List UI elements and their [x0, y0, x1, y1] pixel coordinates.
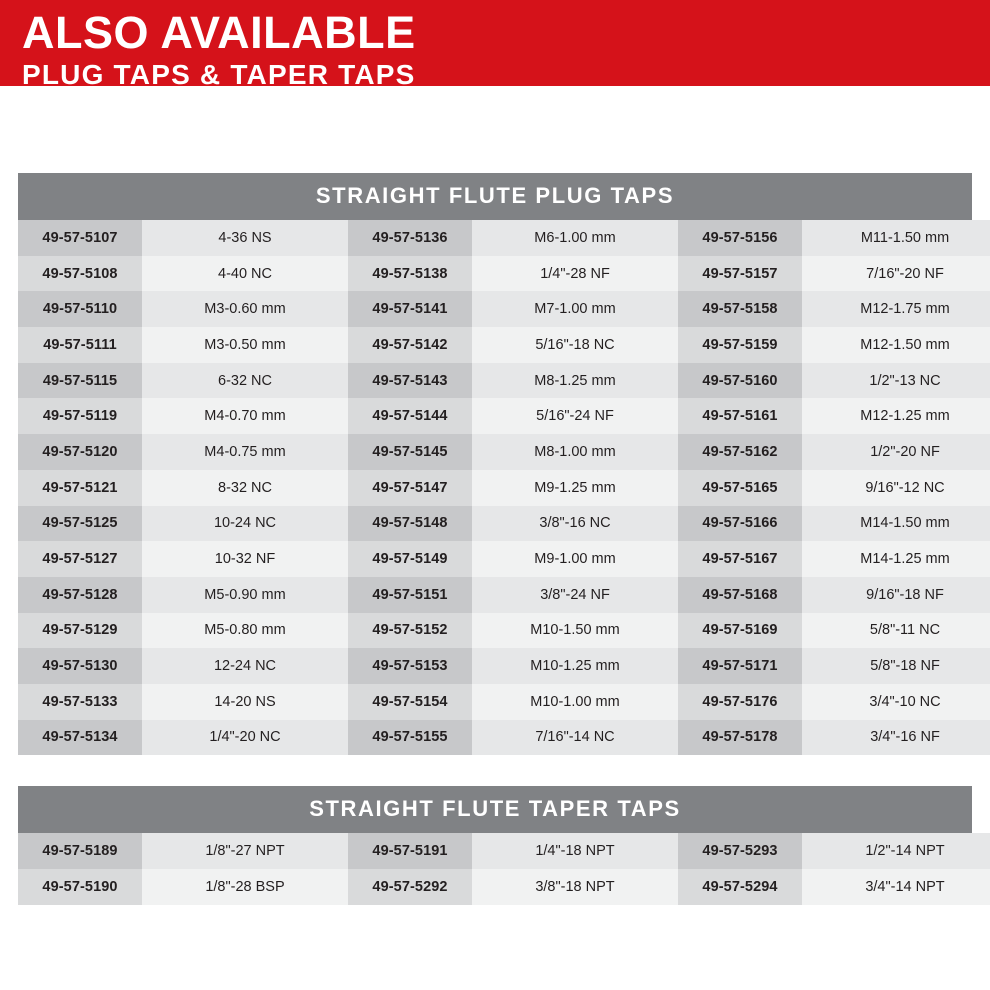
part-number-cell: 49-57-5178 [678, 720, 802, 756]
thread-size-cell: 12-24 NC [142, 648, 348, 684]
thread-size-cell: M9-1.00 mm [472, 541, 678, 577]
thread-size-cell: M14-1.25 mm [802, 541, 990, 577]
part-number-cell: 49-57-5125 [18, 506, 142, 542]
part-number-cell: 49-57-5151 [348, 577, 472, 613]
part-number-cell: 49-57-5143 [348, 363, 472, 399]
taper-taps-table [18, 833, 990, 904]
thread-size-cell: 10-32 NF [142, 541, 348, 577]
thread-size-cell: M11-1.50 mm [802, 220, 990, 256]
table-row [18, 541, 990, 577]
table-row [18, 256, 990, 292]
plug-taps-table-header: STRAIGHT FLUTE PLUG TAPS [18, 173, 972, 220]
thread-size-cell: M6-1.00 mm [472, 220, 678, 256]
part-number-cell: 49-57-5119 [18, 398, 142, 434]
part-number-cell: 49-57-5145 [348, 434, 472, 470]
table-row [18, 398, 990, 434]
thread-size-cell: 7/16"-14 NC [472, 720, 678, 756]
part-number-cell: 49-57-5138 [348, 256, 472, 292]
table-row [18, 869, 990, 905]
part-number-cell: 49-57-5159 [678, 327, 802, 363]
thread-size-cell: 3/4"-10 NC [802, 684, 990, 720]
part-number-cell: 49-57-5153 [348, 648, 472, 684]
part-number-cell: 49-57-5292 [348, 869, 472, 905]
thread-size-cell: M4-0.75 mm [142, 434, 348, 470]
part-number-cell: 49-57-5293 [678, 833, 802, 869]
part-number-cell: 49-57-5148 [348, 506, 472, 542]
thread-size-cell: M5-0.80 mm [142, 613, 348, 649]
part-number-cell: 49-57-5161 [678, 398, 802, 434]
thread-size-cell: M4-0.70 mm [142, 398, 348, 434]
thread-size-cell: 5/8"-18 NF [802, 648, 990, 684]
thread-size-cell: 1/4"-20 NC [142, 720, 348, 756]
page-title: ALSO AVAILABLE [22, 7, 416, 58]
thread-size-cell: M10-1.50 mm [472, 613, 678, 649]
thread-size-cell: 5/8"-11 NC [802, 613, 990, 649]
part-number-cell: 49-57-5141 [348, 291, 472, 327]
part-number-cell: 49-57-5136 [348, 220, 472, 256]
part-number-cell: 49-57-5167 [678, 541, 802, 577]
thread-size-cell: 5/16"-24 NF [472, 398, 678, 434]
part-number-cell: 49-57-5169 [678, 613, 802, 649]
part-number-cell: 49-57-5115 [18, 363, 142, 399]
table-row [18, 291, 990, 327]
thread-size-cell: M12-1.25 mm [802, 398, 990, 434]
plug-taps-section [18, 173, 972, 755]
thread-size-cell: 3/8"-18 NPT [472, 869, 678, 905]
thread-size-cell: M3-0.50 mm [142, 327, 348, 363]
table-row [18, 470, 990, 506]
table-row [18, 648, 990, 684]
page-subtitle: PLUG TAPS & TAPER TAPS [22, 58, 416, 90]
thread-size-cell: M8-1.25 mm [472, 363, 678, 399]
part-number-cell: 49-57-5168 [678, 577, 802, 613]
thread-size-cell: 1/4"-18 NPT [472, 833, 678, 869]
thread-size-cell: 1/2"-13 NC [802, 363, 990, 399]
part-number-cell: 49-57-5142 [348, 327, 472, 363]
table-row [18, 363, 990, 399]
thread-size-cell: 1/8"-27 NPT [142, 833, 348, 869]
part-number-cell: 49-57-5149 [348, 541, 472, 577]
thread-size-cell: 4-40 NC [142, 256, 348, 292]
part-number-cell: 49-57-5166 [678, 506, 802, 542]
thread-size-cell: M12-1.50 mm [802, 327, 990, 363]
part-number-cell: 49-57-5190 [18, 869, 142, 905]
table-row [18, 327, 990, 363]
thread-size-cell: M7-1.00 mm [472, 291, 678, 327]
thread-size-cell: 8-32 NC [142, 470, 348, 506]
thread-size-cell: M9-1.25 mm [472, 470, 678, 506]
part-number-cell: 49-57-5157 [678, 256, 802, 292]
thread-size-cell: 9/16"-12 NC [802, 470, 990, 506]
header-banner [0, 0, 990, 90]
thread-size-cell: 4-36 NS [142, 220, 348, 256]
table-row [18, 684, 990, 720]
part-number-cell: 49-57-5176 [678, 684, 802, 720]
part-number-cell: 49-57-5160 [678, 363, 802, 399]
thread-size-cell: 5/16"-18 NC [472, 327, 678, 363]
thread-size-cell: M10-1.25 mm [472, 648, 678, 684]
taper-taps-table-body [18, 833, 990, 904]
thread-size-cell: M10-1.00 mm [472, 684, 678, 720]
thread-size-cell: 6-32 NC [142, 363, 348, 399]
thread-size-cell: 9/16"-18 NF [802, 577, 990, 613]
table-row [18, 577, 990, 613]
thread-size-cell: 14-20 NS [142, 684, 348, 720]
table-row [18, 220, 990, 256]
part-number-cell: 49-57-5127 [18, 541, 142, 577]
thread-size-cell: M8-1.00 mm [472, 434, 678, 470]
thread-size-cell: 1/8"-28 BSP [142, 869, 348, 905]
thread-size-cell: 3/8"-24 NF [472, 577, 678, 613]
part-number-cell: 49-57-5108 [18, 256, 142, 292]
part-number-cell: 49-57-5120 [18, 434, 142, 470]
taper-taps-table-header: STRAIGHT FLUTE TAPER TAPS [18, 786, 972, 833]
table-row [18, 613, 990, 649]
part-number-cell: 49-57-5111 [18, 327, 142, 363]
part-number-cell: 49-57-5128 [18, 577, 142, 613]
thread-size-cell: M12-1.75 mm [802, 291, 990, 327]
thread-size-cell: M5-0.90 mm [142, 577, 348, 613]
part-number-cell: 49-57-5152 [348, 613, 472, 649]
part-number-cell: 49-57-5158 [678, 291, 802, 327]
thread-size-cell: 3/4"-14 NPT [802, 869, 990, 905]
part-number-cell: 49-57-5107 [18, 220, 142, 256]
thread-size-cell: 3/8"-16 NC [472, 506, 678, 542]
part-number-cell: 49-57-5134 [18, 720, 142, 756]
part-number-cell: 49-57-5129 [18, 613, 142, 649]
plug-taps-table [18, 220, 990, 755]
part-number-cell: 49-57-5147 [348, 470, 472, 506]
thread-size-cell: M14-1.50 mm [802, 506, 990, 542]
part-number-cell: 49-57-5171 [678, 648, 802, 684]
part-number-cell: 49-57-5189 [18, 833, 142, 869]
table-row [18, 506, 990, 542]
thread-size-cell: 10-24 NC [142, 506, 348, 542]
thread-size-cell: 3/4"-16 NF [802, 720, 990, 756]
part-number-cell: 49-57-5162 [678, 434, 802, 470]
taper-taps-section [18, 786, 972, 904]
part-number-cell: 49-57-5165 [678, 470, 802, 506]
part-number-cell: 49-57-5144 [348, 398, 472, 434]
part-number-cell: 49-57-5130 [18, 648, 142, 684]
thread-size-cell: M3-0.60 mm [142, 291, 348, 327]
thread-size-cell: 1/4"-28 NF [472, 256, 678, 292]
part-number-cell: 49-57-5133 [18, 684, 142, 720]
part-number-cell: 49-57-5294 [678, 869, 802, 905]
thread-size-cell: 1/2"-14 NPT [802, 833, 990, 869]
part-number-cell: 49-57-5156 [678, 220, 802, 256]
thread-size-cell: 7/16"-20 NF [802, 256, 990, 292]
table-row [18, 833, 990, 869]
part-number-cell: 49-57-5110 [18, 291, 142, 327]
thread-size-cell: 1/2"-20 NF [802, 434, 990, 470]
plug-taps-table-body [18, 220, 990, 755]
table-row [18, 720, 990, 756]
part-number-cell: 49-57-5191 [348, 833, 472, 869]
part-number-cell: 49-57-5155 [348, 720, 472, 756]
part-number-cell: 49-57-5121 [18, 470, 142, 506]
table-row [18, 434, 990, 470]
part-number-cell: 49-57-5154 [348, 684, 472, 720]
